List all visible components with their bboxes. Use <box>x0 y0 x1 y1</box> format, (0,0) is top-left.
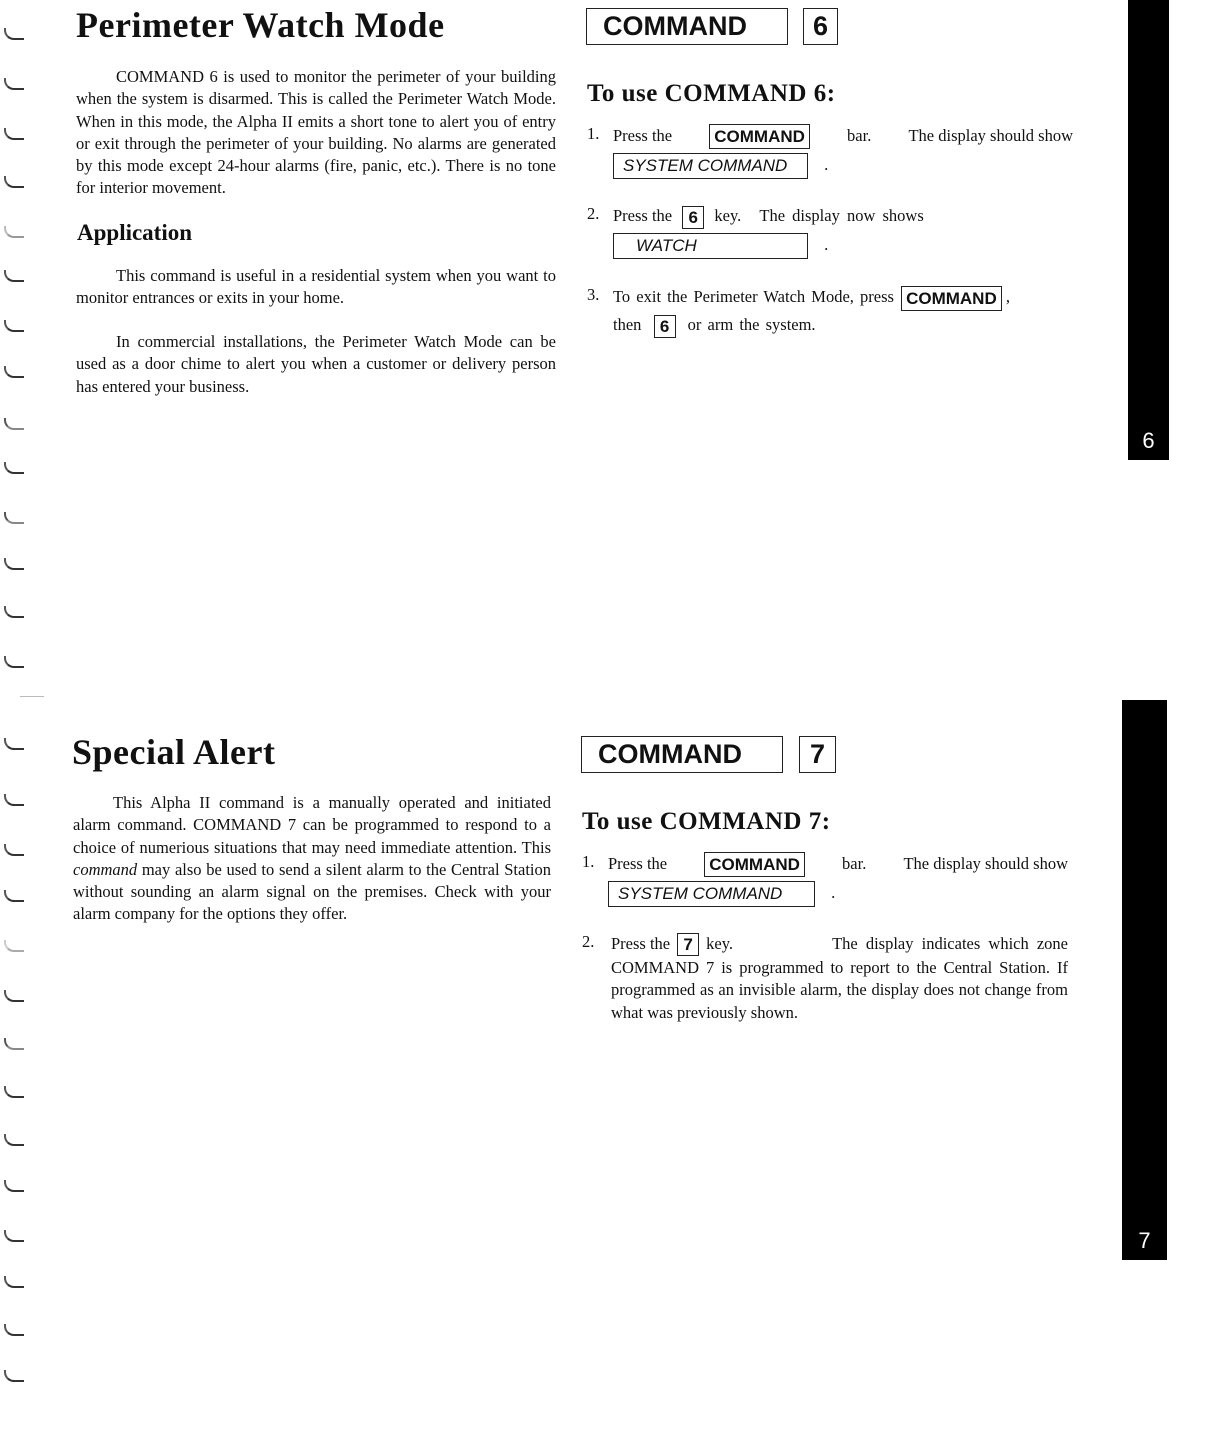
step-text: To exit the Perimeter Watch Mode, press <box>613 287 894 306</box>
step-text: The display now shows <box>759 206 924 225</box>
intro-text: COMMAND 6 is used to monitor the perimeter of your building when the system is disarmed. This is called the Perimeter Watch Mode. When in this mode, the Alpha II emits a short tone to alert you of entry or exit through the perimeter of your building. No alarms are generated by this mode except 24-hour alarms (fire, panic, etc.). There is no tone for interior movement. <box>76 67 556 198</box>
command-key: COMMAND <box>704 852 805 877</box>
application-paragraph-1 <box>76 265 556 310</box>
step-body <box>611 930 1068 1024</box>
step-period: . <box>831 883 836 902</box>
page-divider <box>20 696 44 697</box>
step-line <box>613 311 1073 339</box>
step-period: . <box>824 235 829 254</box>
step-3 <box>587 283 1073 339</box>
application-heading: Application <box>77 220 193 245</box>
command-key-header: COMMAND <box>581 736 783 773</box>
page-title-perimeter-watch: Perimeter Watch Mode <box>76 5 445 45</box>
step-number: 2. <box>582 932 595 951</box>
intro-paragraph <box>76 66 556 200</box>
step-period: . <box>824 155 829 174</box>
step-2 <box>582 930 1068 1030</box>
step-text: then <box>613 315 642 334</box>
step-text: key. <box>714 206 742 225</box>
step-number: 2. <box>587 204 600 223</box>
number-key-6: 6 <box>682 206 704 229</box>
step-text: Press the <box>611 934 671 953</box>
special-alert-text <box>73 792 551 926</box>
step-text: The display should show <box>903 854 1068 873</box>
step-text: The display should show <box>908 126 1073 145</box>
special-alert-emphasis: command <box>73 859 138 879</box>
step-line <box>613 283 1073 311</box>
application-paragraph-2 <box>76 331 556 398</box>
special-alert-text-part: may also be used to send a silent alarm to the Central Station without sounding an alarm signal on the premises. Check with your alarm company for the options they offer. <box>73 859 551 924</box>
step-body <box>613 283 1073 339</box>
step-text: Press the <box>613 126 673 145</box>
step-1 <box>582 850 1068 910</box>
step-line <box>608 850 1068 878</box>
display-readout: SYSTEM COMMAND <box>608 881 815 907</box>
step-number: 1. <box>587 124 600 143</box>
section-tab-7 <box>1122 700 1167 1260</box>
step-number: 1. <box>582 852 595 871</box>
step-text: key. <box>706 934 734 953</box>
display-line <box>613 233 1073 259</box>
display-line <box>608 881 1068 907</box>
section-tab-label: 7 <box>1138 1228 1151 1253</box>
command-key-header: COMMAND <box>586 8 788 45</box>
application-text-1: This command is useful in a residential system when you want to monitor entrances or exits in your home. <box>76 266 556 308</box>
number-key-header-6: 6 <box>803 8 838 45</box>
step-body <box>608 850 1068 907</box>
step-body <box>613 122 1073 179</box>
number-key-header-7: 7 <box>799 736 836 773</box>
use-command-7-heading: To use COMMAND 7: <box>582 808 831 835</box>
page-title-special-alert: Special Alert <box>72 732 276 772</box>
number-key-6: 6 <box>654 315 676 338</box>
step-line <box>611 930 1068 958</box>
step-text: Press the <box>613 206 673 225</box>
step-text: Press the <box>608 854 668 873</box>
step-text: bar. <box>842 854 867 873</box>
special-alert-text-part: This Alpha II command is a manually operated and initiated alarm command. COMMAND 7 can be programmed to respond to a choice of numerious situations that may need immediate attention. This <box>73 793 551 857</box>
step-line <box>613 122 1073 150</box>
step-1 <box>587 122 1073 182</box>
display-readout: WATCH <box>613 233 808 259</box>
command-key: COMMAND <box>709 124 810 149</box>
application-text-2: In commercial installations, the Perimeter Watch Mode can be used as a door chime to alert you when a customer or delivery person has entered your business. <box>76 332 556 396</box>
step-text: The display indicates which zone <box>832 934 1068 953</box>
section-tab-label: 6 <box>1142 428 1155 453</box>
step-number: 3. <box>587 285 600 304</box>
number-key-7: 7 <box>677 933 699 956</box>
special-alert-paragraph <box>73 792 551 926</box>
step-comma: , <box>1005 287 1010 306</box>
display-readout: SYSTEM COMMAND <box>613 153 808 179</box>
step-text: bar. <box>847 126 872 145</box>
binder-margin <box>0 0 30 1440</box>
step-body <box>613 202 1073 259</box>
command-key: COMMAND <box>901 286 1002 311</box>
display-line <box>613 153 1073 179</box>
step-2 <box>587 202 1073 262</box>
step-text: or arm the system. <box>687 315 816 334</box>
step-text-continued: COMMAND 7 is programmed to report to the Central Station. If programmed as an invisible alarm, the display does not change from what was previously shown. <box>611 958 1068 1022</box>
step-line <box>613 202 1073 230</box>
use-command-6-heading: To use COMMAND 6: <box>587 80 836 107</box>
section-tab-6 <box>1128 0 1169 460</box>
